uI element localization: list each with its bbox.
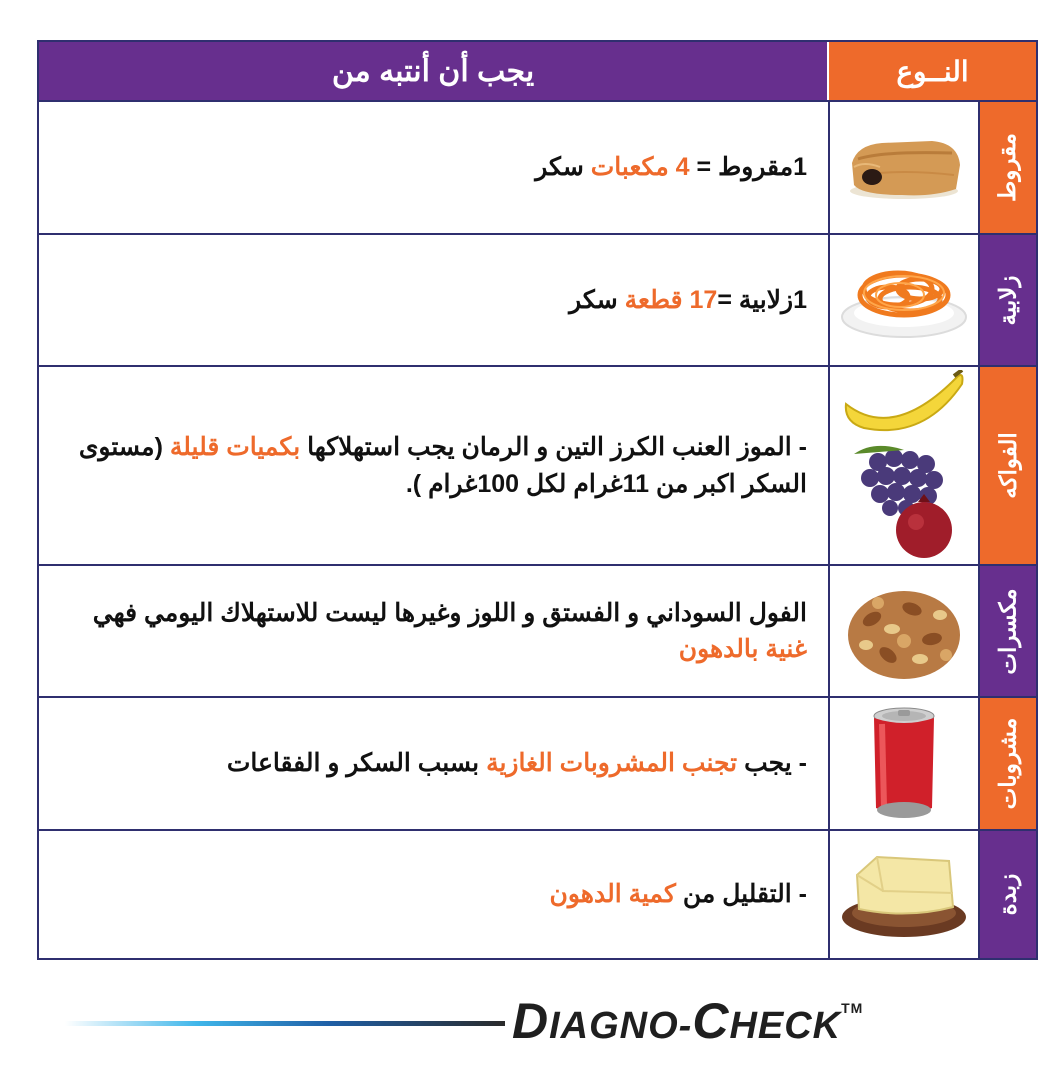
- row-text-highlight: غنية بالدهون: [678, 635, 807, 663]
- nutrition-table: [37, 40, 1038, 960]
- row-label-cell: [980, 102, 1036, 233]
- fruits-image: [834, 370, 974, 562]
- row-text-part: 1مقروط =: [689, 153, 807, 182]
- row-label: زبدة: [994, 873, 1021, 916]
- row-label: زلابية: [994, 275, 1021, 325]
- row-label-cell: [980, 566, 1036, 696]
- row-label: مكسرات: [994, 587, 1021, 675]
- header-type-title: النــوع: [829, 42, 1036, 100]
- row-image-cell: [828, 566, 980, 696]
- row-text-part: سكر: [535, 153, 591, 182]
- table-header: [39, 42, 1036, 100]
- row-text: [39, 367, 827, 564]
- row-image-cell: [828, 235, 980, 365]
- row-image-cell: [828, 367, 980, 564]
- row-label: مقروط: [994, 132, 1021, 203]
- row-text: [39, 831, 827, 958]
- row-text-part: - يجب: [737, 749, 807, 778]
- row-text: [39, 566, 827, 696]
- row-image-cell: [828, 102, 980, 233]
- pastry-image: [842, 133, 966, 203]
- row-label-cell: [980, 235, 1036, 365]
- row-text-part: - التقليل من: [675, 880, 807, 909]
- table-row: [39, 100, 1036, 233]
- brand-text: IAGNO-: [549, 1005, 693, 1047]
- row-text-highlight: 17 قطعة: [624, 285, 718, 314]
- header-main-title: يجب أن أنتبه من: [39, 42, 827, 100]
- footer-gradient-line: [65, 1021, 505, 1026]
- table-row: [39, 829, 1036, 958]
- row-label: الفواكه: [994, 432, 1021, 499]
- row-label: مشروبات: [994, 717, 1021, 810]
- row-text-part: - الموز العنب الكرز التين و الرمان يجب استهلاكها: [300, 433, 807, 462]
- row-text-part: (مستوى السكر اكبر من 11غرام لكل 100غرام ).: [78, 433, 807, 498]
- row-text-part: 1زلابية =: [717, 285, 807, 314]
- row-text-part: سكر: [569, 285, 625, 314]
- nuts-image: [842, 579, 966, 683]
- row-text-highlight: كمية الدهون: [549, 880, 676, 909]
- row-text-part: الفول السوداني و الفستق و اللوز وغيرها ليست للاستهلاك اليومي فهي: [92, 598, 807, 627]
- row-label-cell: [980, 698, 1036, 829]
- brand-text: HECK: [729, 1005, 842, 1047]
- row-text: [39, 698, 827, 829]
- row-image-cell: [828, 698, 980, 829]
- butter-image: [837, 845, 971, 945]
- row-label-cell: [980, 367, 1036, 564]
- row-text-highlight: بكميات قليلة: [169, 433, 301, 462]
- table-row: [39, 233, 1036, 365]
- brand-logo: [512, 992, 863, 1050]
- row-image-cell: [828, 831, 980, 958]
- row-text-highlight: 4 مكعبات: [590, 153, 690, 182]
- brand-letter: D: [512, 993, 550, 1049]
- row-text-highlight: تجنب المشروبات الغازية: [486, 749, 738, 778]
- brand-letter: C: [692, 993, 730, 1049]
- jalebi-image: [838, 255, 970, 345]
- table-row: [39, 696, 1036, 829]
- row-text: [39, 235, 827, 365]
- row-text-part: بسبب السكر و الفقاعات: [226, 749, 487, 778]
- soda-can-image: [864, 704, 944, 824]
- trademark-symbol: TM: [841, 1000, 864, 1016]
- table-row: [39, 564, 1036, 696]
- row-label-cell: [980, 831, 1036, 958]
- table-row: [39, 365, 1036, 564]
- footer: [0, 990, 1060, 1050]
- row-text: [39, 102, 827, 233]
